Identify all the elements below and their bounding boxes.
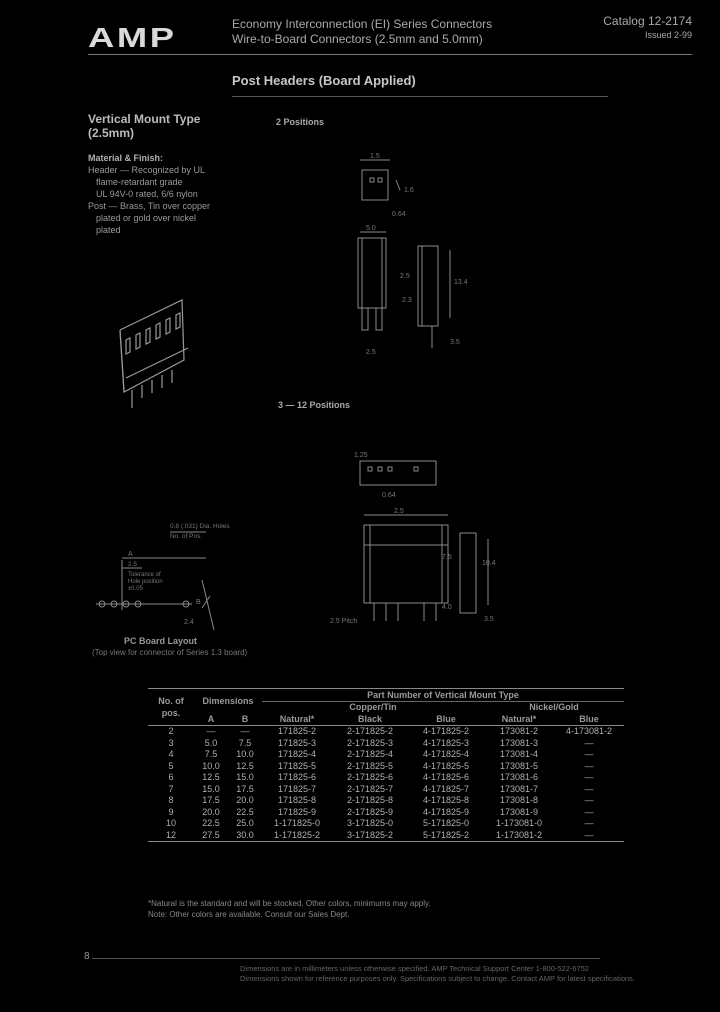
cell-a: 20.0 <box>202 806 220 817</box>
cell-b: 20.0 <box>236 795 254 806</box>
cell-a: 5.0 <box>204 737 218 748</box>
cell-natural: 171825-5 <box>277 760 317 771</box>
table-notes <box>148 898 431 920</box>
cell-black: 2-171825-8 <box>346 795 394 806</box>
cell-pos: 8 <box>168 795 174 806</box>
section-rule <box>232 96 608 97</box>
cell-blue2: — <box>584 749 594 760</box>
dim-5-0: 5.0 <box>366 225 376 232</box>
material-line: plated or gold over nickel <box>96 213 197 223</box>
footer-rule <box>92 958 600 959</box>
table-row <box>148 806 624 818</box>
series-title-line2: Wire-to-Board Connectors (2.5mm and 5.0mm) <box>232 32 483 46</box>
col-blue: Blue <box>408 713 484 725</box>
pcb-dim-a: A <box>128 551 133 558</box>
col-blue2: Blue <box>554 713 624 725</box>
col-no-of-pos-line2: pos. <box>161 707 181 718</box>
cell-pos: 4 <box>168 749 174 760</box>
cell-blue: 4-171825-2 <box>422 726 470 737</box>
cell-blue: 4-171825-4 <box>422 749 470 760</box>
footer <box>240 964 635 984</box>
col-black: Black <box>332 713 408 725</box>
pcb-tolerance-1: Tolerance of <box>128 572 161 578</box>
cell-natural2: 173081-7 <box>499 783 539 794</box>
cell-black: 3-171825-2 <box>332 829 408 841</box>
table-row <box>148 829 624 841</box>
table-row <box>148 783 624 795</box>
cell-black: 3-171825-0 <box>346 818 394 829</box>
dim-3-5b: 3.5 <box>484 616 494 623</box>
cell-natural: 1-171825-2 <box>262 829 332 841</box>
col-no-of-pos-line1: No. of <box>158 695 184 706</box>
cell-a: 7.5 <box>204 749 218 760</box>
note-natural: *Natural is the standard and will be stocked. Other colors, minimums may apply. <box>148 899 431 908</box>
cell-natural: 1-171825-0 <box>273 818 321 829</box>
section-title: Post Headers (Board Applied) <box>232 73 416 88</box>
cell-natural2: 173081-6 <box>499 772 539 783</box>
cell-natural2: 1-173081-0 <box>495 818 543 829</box>
footer-line: Dimensions are in millimeters unless otherwise specified. AMP Technical Support Center 1-800-522-6752 <box>240 964 590 973</box>
col-a: A <box>194 713 228 725</box>
connector-illustration <box>112 290 192 410</box>
table-row <box>148 760 624 772</box>
cell-b: 15.0 <box>236 772 254 783</box>
group-nickel-gold: Nickel/Gold <box>484 701 624 713</box>
vertical-mount-title-line2: (2.5mm) <box>88 126 135 140</box>
material-line: plated <box>96 225 121 235</box>
material-heading: Material & Finish: <box>88 153 164 163</box>
cell-black: 2-171825-6 <box>346 772 394 783</box>
cell-blue2: — <box>584 737 594 748</box>
cell-natural: 171825-8 <box>277 795 317 806</box>
cell-pos: 7 <box>168 783 174 794</box>
three-twelve-position-drawing <box>330 445 500 635</box>
cell-black: 2-171825-2 <box>346 726 394 737</box>
cell-natural2: 173081-4 <box>499 749 539 760</box>
dim-1-5: 1.5 <box>370 153 380 160</box>
part-number-table <box>148 688 624 842</box>
cell-blue: 4-171825-7 <box>422 783 470 794</box>
cell-b: 17.5 <box>236 783 254 794</box>
table-row <box>148 818 624 830</box>
cell-blue: 4-171825-5 <box>422 760 470 771</box>
cell-natural2: 173081-9 <box>499 806 539 817</box>
cell-b: 10.0 <box>236 749 254 760</box>
cell-natural2: 173081-3 <box>499 737 539 748</box>
cell-b: 22.5 <box>236 806 254 817</box>
cell-blue2: — <box>584 806 594 817</box>
cell-black: 2-171825-5 <box>346 760 394 771</box>
dim-7-5: 7.5 <box>442 554 452 561</box>
table-row <box>148 725 624 737</box>
pcb-tolerance-3: ±0.05 <box>128 586 143 592</box>
col-natural: Natural* <box>262 713 332 725</box>
pcb-layout-note: (Top view for connector of Series 1.3 board) <box>92 648 248 657</box>
col-dimensions: Dimensions <box>194 689 262 714</box>
pcb-dim-2-5: 2.5 <box>128 561 138 568</box>
cell-natural: 171825-6 <box>277 772 317 783</box>
dim-13-4: 13.4 <box>454 279 468 286</box>
cell-pos: 12 <box>148 829 194 841</box>
cell-pos: 5 <box>168 760 174 771</box>
cell-natural2: 173081-8 <box>499 795 539 806</box>
dim-2-5b: 2.5 <box>366 349 376 356</box>
cell-natural: 171825-2 <box>277 726 317 737</box>
cell-blue: 5-171825-2 <box>408 829 484 841</box>
table-title: Part Number of Vertical Mount Type <box>262 689 624 702</box>
cell-pos: 6 <box>168 772 174 783</box>
cell-pos: 2 <box>168 726 174 737</box>
dim-0-64: 0.64 <box>392 211 406 218</box>
table-row <box>148 795 624 807</box>
series-title-line1: Economy Interconnection (EI) Series Connectors <box>232 17 493 31</box>
footer-line: Dimensions shown for reference purposes only. Specifications subject to change. Contact AMP for latest specifications. <box>240 974 635 983</box>
cell-blue: 4-171825-8 <box>422 795 470 806</box>
amp-logo: AMP <box>88 22 177 53</box>
vertical-mount-title-line1: Vertical Mount Type <box>88 112 201 126</box>
material-finish <box>88 152 210 236</box>
cell-blue2: — <box>584 818 594 829</box>
note-colors: Note: Other colors are available. Consult our Sales Dept. <box>148 910 350 919</box>
three-twelve-positions-label: 3 — 12 Positions <box>278 400 351 410</box>
material-line: flame-retardant grade <box>96 177 183 187</box>
dim-2-5c: 2.5 <box>394 508 404 515</box>
pcb-holes-dim: 0.8 (.031) Dia. Holes <box>170 523 230 530</box>
cell-natural2: 1-173081-2 <box>484 829 554 841</box>
pcb-no-pos: No. of Pos. <box>170 533 203 540</box>
catalog-number: Catalog 12-2174 <box>603 14 692 28</box>
cell-blue: 4-171825-6 <box>422 772 470 783</box>
cell-pos: 3 <box>168 737 174 748</box>
cell-a: 15.0 <box>202 783 220 794</box>
cell-blue: 4-171825-3 <box>422 737 470 748</box>
cell-pos: 9 <box>168 806 174 817</box>
cell-b: 25.0 <box>236 818 254 829</box>
material-line: Post — Brass, Tin over copper <box>88 201 211 211</box>
cell-b: 7.5 <box>238 737 252 748</box>
cell-pos: 10 <box>165 818 176 829</box>
cell-blue2: — <box>584 760 594 771</box>
cell-black: 2-171825-4 <box>346 749 394 760</box>
dim-10-4: 10.4 <box>482 560 496 567</box>
cell-black: 2-171825-3 <box>346 737 394 748</box>
table-body <box>148 725 624 841</box>
col-no-of-pos <box>148 689 194 726</box>
cell-a: 22.5 <box>202 818 220 829</box>
cell-a: — <box>206 726 216 737</box>
header-rule <box>88 54 692 55</box>
cell-natural: 171825-3 <box>277 737 317 748</box>
dim-pitch: 2.5 Pitch <box>330 618 358 625</box>
vertical-mount-title <box>88 112 200 140</box>
cell-blue2: — <box>584 783 594 794</box>
material-line: Header — Recognized by UL <box>88 165 206 175</box>
two-position-drawing <box>340 150 490 360</box>
pcb-tolerance-2: Hole position <box>128 579 163 585</box>
cell-blue2: — <box>584 772 594 783</box>
dim-2-5: 2.5 <box>400 273 410 280</box>
cell-natural: 171825-4 <box>277 749 317 760</box>
cell-natural: 171825-9 <box>277 806 317 817</box>
cell-b: — <box>240 726 250 737</box>
cell-b: 12.5 <box>236 760 254 771</box>
dim-1-6: 1.6 <box>404 187 414 194</box>
cell-black: 2-171825-7 <box>346 783 394 794</box>
cell-a: 27.5 <box>194 829 228 841</box>
issued-date: Issued 2-99 <box>644 30 692 40</box>
cell-b: 30.0 <box>228 829 262 841</box>
cell-a: 17.5 <box>202 795 220 806</box>
dim-2-3: 2.3 <box>402 297 412 304</box>
cell-blue: 4-171825-9 <box>422 806 470 817</box>
cell-blue: 5-171825-0 <box>422 818 470 829</box>
cell-blue2: 4-173081-2 <box>565 726 613 737</box>
col-natural2: Natural* <box>484 713 554 725</box>
dim-4-0: 4.0 <box>442 604 452 611</box>
group-copper-tin: Copper/Tin <box>262 701 484 713</box>
table-row <box>148 749 624 761</box>
dim-1-25: 1.25 <box>354 452 368 459</box>
cell-blue2: — <box>554 829 624 841</box>
cell-blue2: — <box>584 795 594 806</box>
pcb-layout-title: PC Board Layout <box>124 636 198 646</box>
table-row <box>148 737 624 749</box>
pcb-layout-drawing <box>92 520 242 636</box>
cell-natural2: 173081-2 <box>499 726 539 737</box>
cell-natural2: 173081-5 <box>499 760 539 771</box>
pcb-dim-2-4: 2.4 <box>184 619 194 626</box>
two-positions-label: 2 Positions <box>276 117 325 127</box>
cell-a: 12.5 <box>202 772 220 783</box>
table-row <box>148 772 624 784</box>
material-line: UL 94V-0 rated, 6/6 nylon <box>96 189 198 199</box>
dim-3-5: 3.5 <box>450 339 460 346</box>
cell-a: 10.0 <box>202 760 220 771</box>
col-b: B <box>228 713 262 725</box>
dim-0-64b: 0.64 <box>382 492 396 499</box>
page-number: 8 <box>84 951 90 962</box>
cell-natural: 171825-7 <box>277 783 317 794</box>
cell-black: 2-171825-9 <box>346 806 394 817</box>
pcb-dim-b: B <box>196 599 201 606</box>
